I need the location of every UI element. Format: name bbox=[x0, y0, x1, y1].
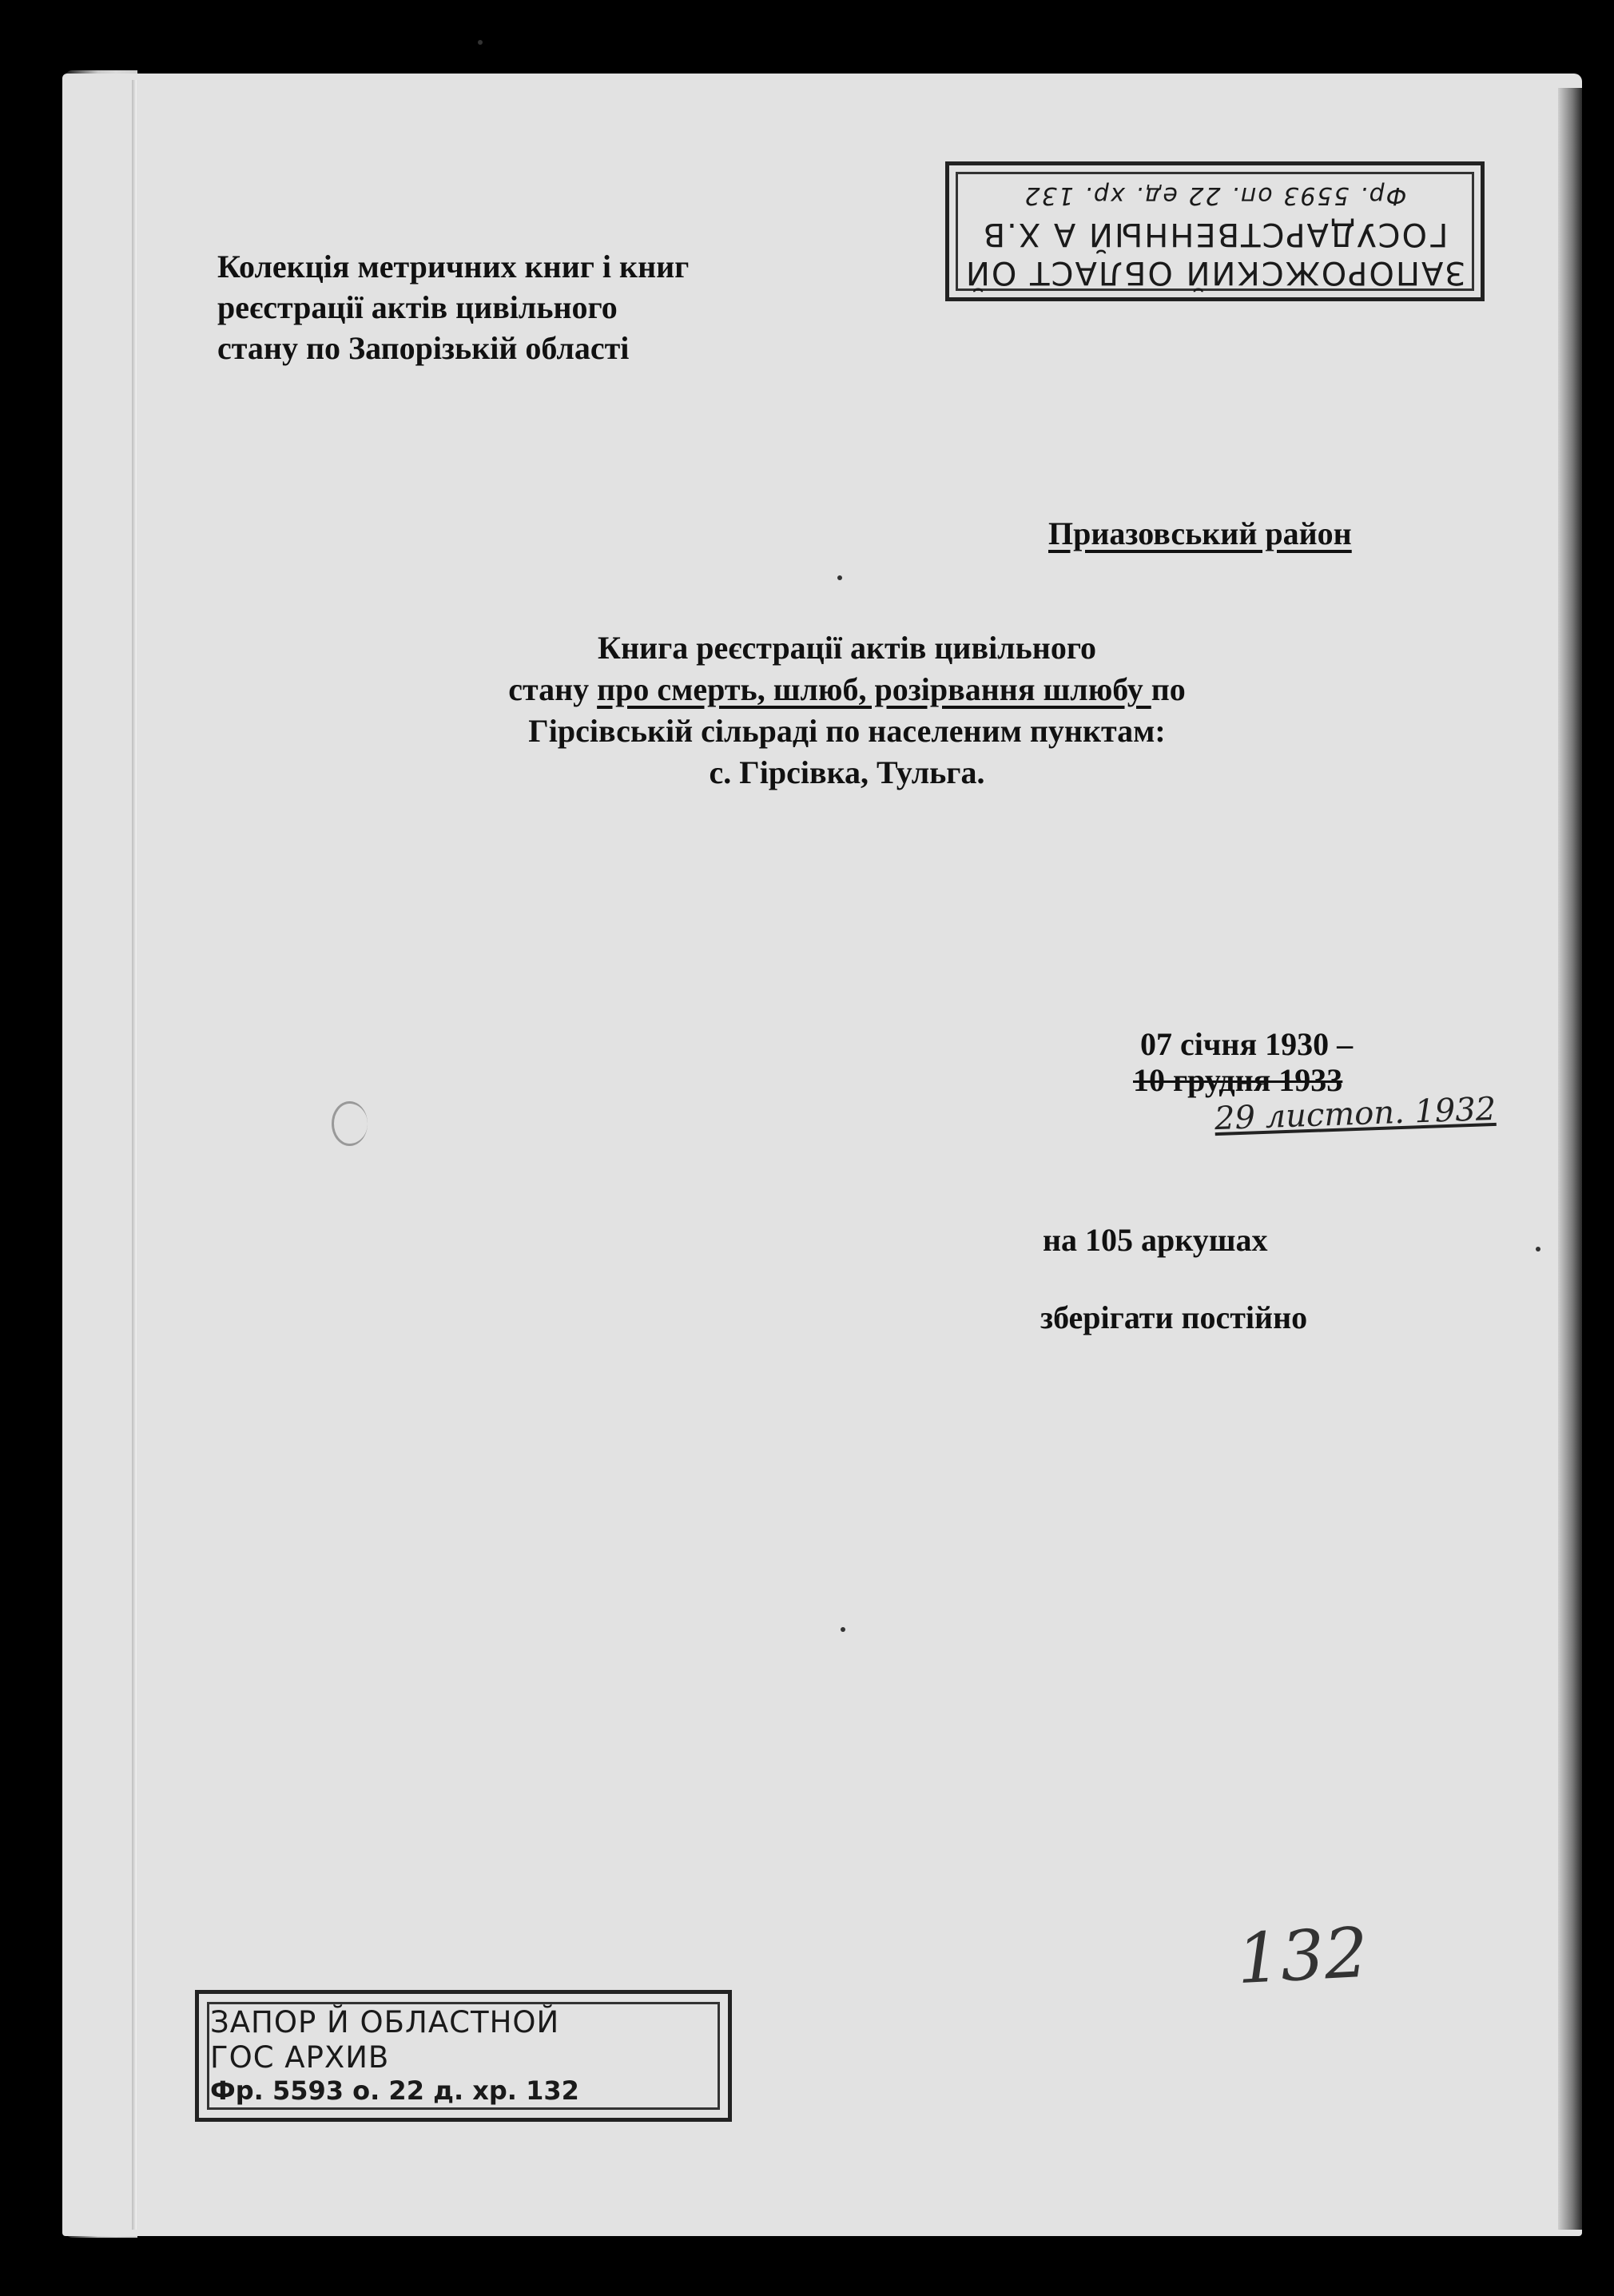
stamp-top-line-3: Фр. 5593 оп. 22 ед. хр. 132 bbox=[1023, 181, 1407, 209]
speck bbox=[478, 40, 483, 45]
retention-note: зберігати постійно bbox=[1040, 1299, 1308, 1335]
district-label: Приазовський район bbox=[1048, 515, 1352, 551]
speck bbox=[1536, 1247, 1540, 1251]
archive-number-handwritten: 132 bbox=[1234, 1912, 1370, 2000]
title-line-2-suffix: по bbox=[1151, 671, 1186, 707]
title-line-1: Книга реєстрації актів цивільного bbox=[598, 630, 1096, 666]
archive-stamp-bottom bbox=[195, 1990, 732, 2122]
speck bbox=[837, 575, 842, 580]
stamp-bottom-line-3: Фр. 5593 о. 22 д. хр. 132 bbox=[210, 2075, 579, 2106]
document-page bbox=[62, 74, 1582, 2236]
speck bbox=[841, 1627, 845, 1632]
collection-line-2: реєстрації актів цивільного bbox=[217, 289, 618, 325]
collection-line-1: Колекція метричних книг і книг bbox=[217, 249, 690, 285]
title-line-4: с. Гірсівка, Тульга. bbox=[709, 754, 985, 790]
stamp-bottom-line-2: ГОС АРХИВ bbox=[210, 2040, 390, 2075]
end-date-struck: 10 грудня 1933 bbox=[1133, 1062, 1343, 1098]
collection-line-3: стану по Запорізькій області bbox=[217, 330, 630, 366]
title-record-types: про смерть, шлюб, розірвання шлюбу bbox=[597, 671, 1151, 707]
page-right-edge bbox=[1558, 88, 1582, 2230]
archive-stamp-top bbox=[945, 161, 1485, 301]
start-date: 07 січня 1930 – bbox=[1140, 1026, 1354, 1062]
stamp-top-line-1: ЗАПОРОЖСКИЙ ОБЛАСТ ОЙ bbox=[964, 254, 1465, 291]
title-line-2 bbox=[384, 669, 1310, 710]
pencil-mark bbox=[332, 1101, 368, 1146]
collection-header bbox=[217, 246, 689, 368]
stamp-top-line-2: ГОСУДАРСТВЕННЫЙ А Х.В bbox=[981, 216, 1449, 253]
sheet-count: на 105 аркушах bbox=[1043, 1222, 1268, 1258]
stamp-bottom-line-1: ЗАПОР Й ОБЛАСТНОЙ bbox=[210, 2005, 560, 2039]
book-title bbox=[384, 627, 1310, 794]
page-fold bbox=[132, 80, 137, 2230]
title-line-2-prefix: стану bbox=[508, 671, 598, 707]
end-date-handwritten: 29 листоп. 1932 bbox=[1214, 1090, 1497, 1138]
title-line-3: Гірсівській сільраді по населеним пунктам: bbox=[528, 713, 1166, 749]
